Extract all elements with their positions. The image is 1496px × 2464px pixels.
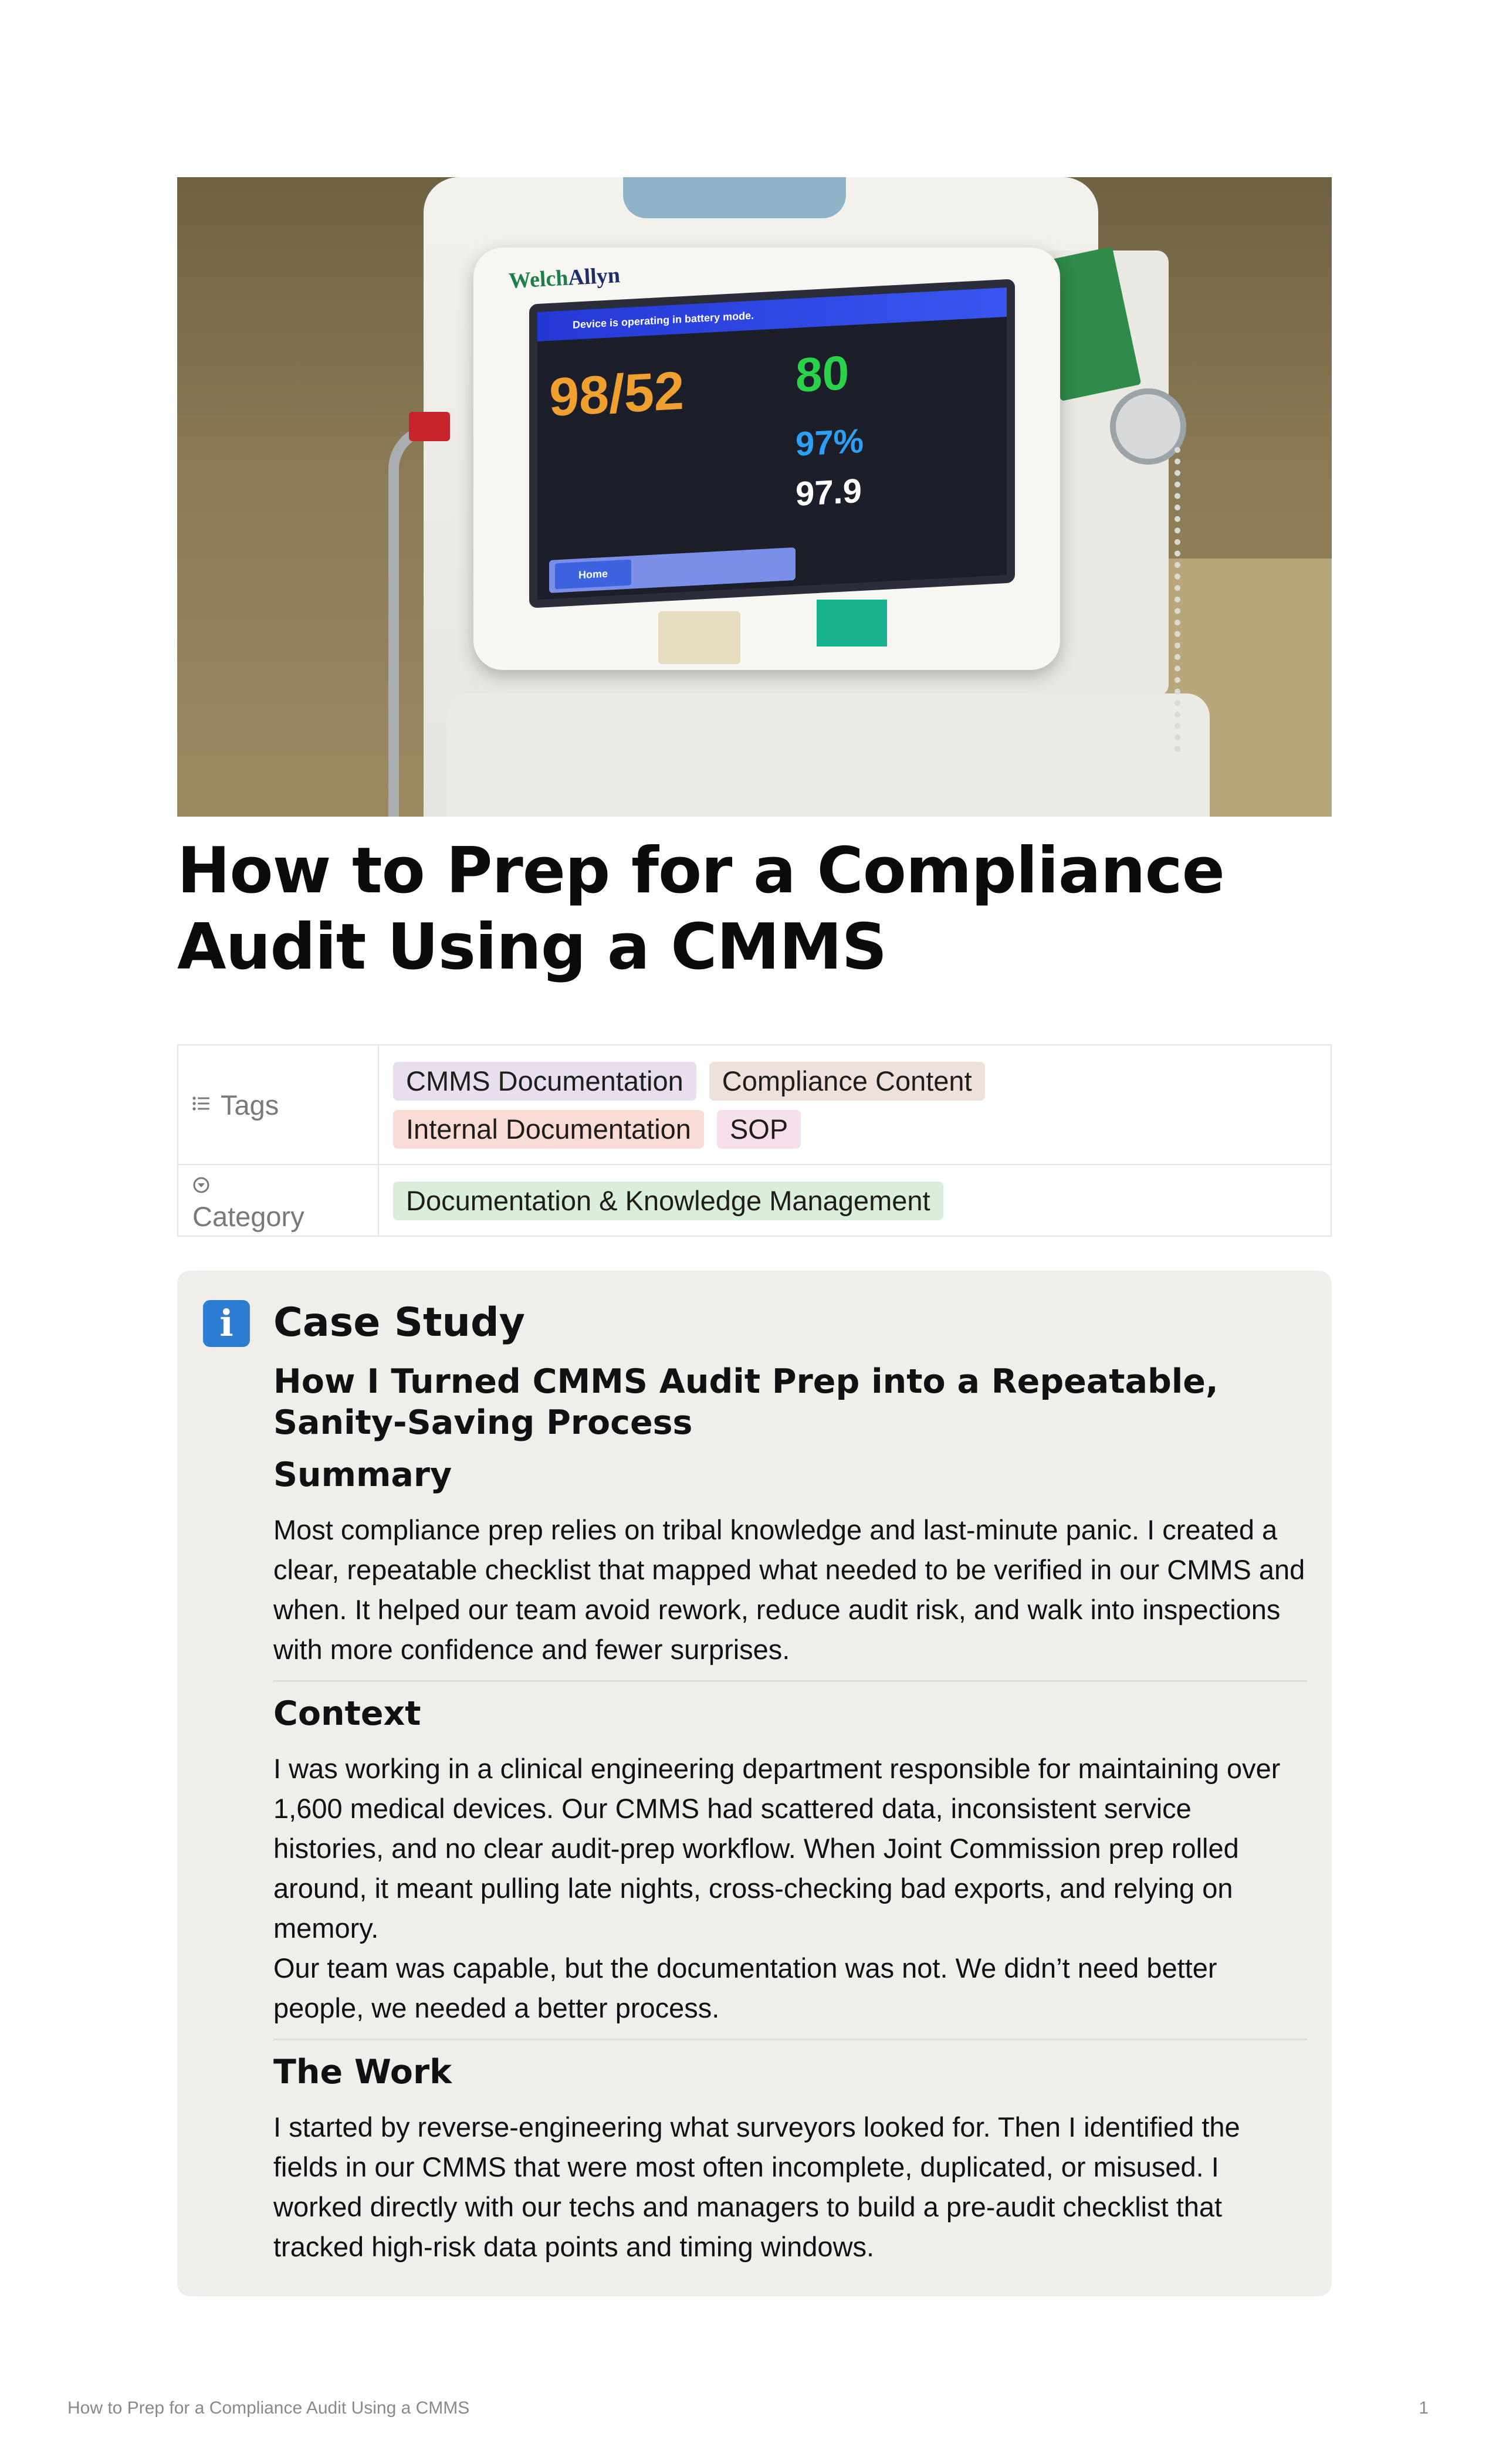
footer-title: How to Prep for a Compliance Audit Using a CMMS — [67, 2398, 470, 2418]
cart-handle — [623, 177, 846, 218]
asset-tag-sticker — [658, 611, 740, 664]
select-circle-icon — [192, 1176, 210, 1197]
bp-hose — [388, 424, 434, 817]
the-work-paragraph: I started by reverse-engineering what surveyors looked for. Then I identified the fields in our CMMS that were most often incomplete, duplicated, or misused. I worked directly with our techs and managers to build a pre-audit checklist that tracked high-risk data points and timing windows. — [273, 2111, 1240, 2262]
category-key — [178, 1165, 378, 1236]
callout-body — [273, 1297, 1307, 2267]
properties-table — [177, 1044, 1332, 1237]
tag-cmms-documentation[interactable]: CMMS Documentation — [393, 1062, 696, 1101]
tags-row — [178, 1045, 1331, 1165]
spo2-reading: 97% — [796, 421, 864, 463]
tags-key — [178, 1045, 378, 1165]
summary-paragraph: Most compliance prep relies on tribal knowledge and last-minute panic. I created a clear, repeatable checklist that mapped what needed to be verified in our CMMS and when. It helped our team avoid rework, reduce audit risk, and walk into inspections with more confidence and fewer surprises. — [273, 1514, 1305, 1665]
inspection-sticker — [817, 600, 887, 647]
cart-base — [447, 693, 1210, 817]
callout-subheading: How I Turned CMMS Audit Prep into a Repeatable, Sanity-Saving Process — [273, 1362, 1219, 1442]
screen-banner: Device is operating in battery mode. — [537, 287, 1007, 341]
page-title: How to Prep for a Compliance Audit Using a CMMS — [177, 834, 1224, 984]
screen-tab-home: Home — [555, 560, 631, 590]
nibp-reading: 98/52 — [549, 360, 685, 428]
temperature-reading: 97.9 — [796, 471, 862, 513]
list-icon — [192, 1095, 210, 1115]
tag-internal-documentation[interactable]: Internal Documentation — [393, 1110, 704, 1149]
monitor-screen — [529, 279, 1015, 608]
section-divider — [273, 2039, 1307, 2040]
category-badge[interactable]: Documentation & Knowledge Management — [393, 1182, 943, 1220]
section-heading-context: Context — [273, 1694, 421, 1733]
document-page — [177, 177, 1332, 2296]
page-number: 1 — [1419, 2398, 1429, 2418]
category-value[interactable] — [378, 1165, 1331, 1236]
callout-heading: Case Study — [273, 1299, 525, 1346]
hose-clip — [409, 412, 450, 441]
tag-compliance-content[interactable]: Compliance Content — [709, 1062, 985, 1101]
context-paragraph-2: Our team was capable, but the documentation was not. We didn’t need better people, we needed a better process. — [273, 1952, 1217, 2023]
pulse-reading: 80 — [796, 346, 849, 402]
tags-value[interactable] — [378, 1045, 1331, 1165]
tags-label: Tags — [221, 1089, 279, 1121]
section-divider — [273, 1680, 1307, 1682]
section-heading-summary: Summary — [273, 1456, 452, 1494]
tag-sop[interactable]: SOP — [717, 1110, 801, 1149]
coiled-cord — [1175, 447, 1204, 752]
category-label: Category — [192, 1201, 304, 1232]
section-heading-the-work: The Work — [273, 2053, 452, 2091]
hero-image — [177, 177, 1332, 817]
brand-logo: WelchAllyn — [508, 263, 621, 293]
case-study-callout — [177, 1271, 1332, 2296]
context-paragraph-1: I was working in a clinical engineering department responsible for maintaining over 1,600 medical devices. Our CMMS had scattered data, inconsistent service histories, and no clear audit-prep workflow. When Joint Commission prep rolled around, it meant pulling late nights, cross-checking bad exports, and relying on memory. — [273, 1753, 1281, 1944]
info-icon: i — [203, 1300, 250, 1347]
category-row — [178, 1165, 1331, 1236]
